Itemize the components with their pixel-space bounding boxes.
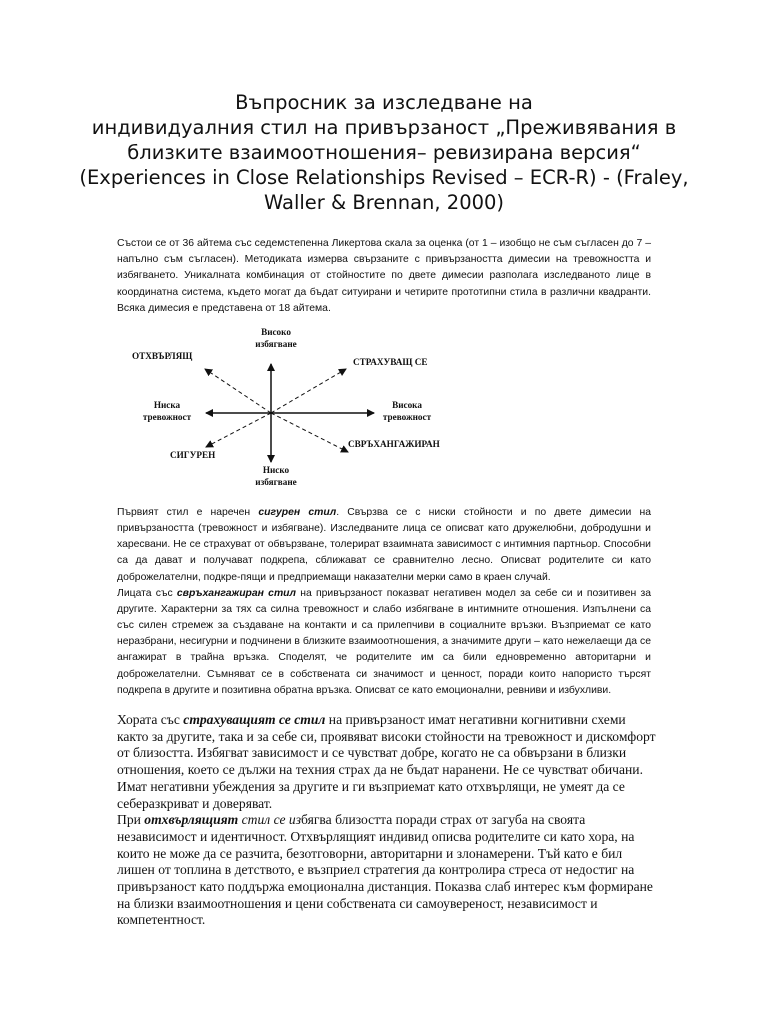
title-line-2: индивидуалния стил на привързаност „Преживявания в xyxy=(91,116,677,139)
title-line-3: близките взаимоотношения– ревизирана версия“ xyxy=(127,141,641,164)
label-dismissing: ОТХВЪРЛЯЩ xyxy=(132,351,193,361)
label-low-avoidance-1: Ниско xyxy=(262,465,290,475)
attachment-styles-diagram xyxy=(120,326,460,498)
page-title xyxy=(40,90,728,215)
fearful-style-paragraph: Хората със страхуващият се стил на привързаност имат негативни когнитивни схеми както за другите, така и за себе си, проявяват високи стойности на тревожност и дискомфорт от близостта. Избягват зависимост и се чувстват добре, когато не са обвързани в близки отношения, което се дължи на техния страх да не бъдат наранени. Не се чувстват обичани. Имат негативни убеждения за другите и ги възприемат като отхвърлящи, не умеят да се себеразкриват и доверяват. xyxy=(117,712,656,811)
label-secure: СИГУРЕН xyxy=(170,450,216,460)
secure-style-term: сигурен стил xyxy=(258,507,337,518)
label-high-anxiety-2: тревожност xyxy=(382,412,432,422)
label-preoccupied: СВРЪХАНГАЖИРАН xyxy=(348,439,440,449)
dismissing-style-paragraph: При отхвърлящият стил се избягва близостта поради страх от загуба на своята независимост и идентичност. Отхвърлящият индивид описва родителите си като хора, на които не може да се разчита, безотговорни, авторитарни и злонамерени. Тъй като е бил лишен от топлина в детството, е възприел стратегия да контролира стреса от недостиг на привързаност като поддържа емоционална дистанция. Показва слаб интерес към формиране на близки взаимоотношения и цени собствената си самоувереност, независимост и компетентност. xyxy=(117,812,653,928)
title-line-5: Waller & Brennan, 2000) xyxy=(263,191,505,214)
dismissing-style-term: отхвърлящият xyxy=(144,812,239,828)
fearful-style-term: страхуващият се стил xyxy=(183,712,326,727)
label-high-avoidance-2: избягване xyxy=(255,339,297,349)
label-low-anxiety-1: Ниска xyxy=(153,400,181,410)
diagonal-bottom-left xyxy=(206,413,271,447)
label-high-anxiety-1: Висока xyxy=(392,400,422,410)
title-line-4: (Experiences in Close Relationships Revised – ECR-R) - (Fraley, xyxy=(79,166,689,189)
styles-description-block-2 xyxy=(117,712,657,929)
styles-description-block xyxy=(117,505,651,699)
secure-style-paragraph: Първият стил е наречен сигурен стил. Свързва се с ниски стойности и по двете димесии на привързаността (тревожност и избягване). Изследваните лица се описват като дружелюбни, добродушни и харесвани. Не се страхуват от обвързване, толерират взаимната зависимост с интимния партньор. Способни са да дават и получават подкрепа, сближават се сравнително лесно. Описват родителите си като доброжелателни, подкре-пящи и предприемащи наказателни мерки само в краен случай. xyxy=(117,507,651,583)
label-fearful: СТРАХУВАЩ СЕ xyxy=(353,357,428,367)
diagonal-top-left xyxy=(205,369,271,413)
title-line-1: Въпросник за изследване на xyxy=(235,91,533,114)
intro-paragraph: Състои се от 36 айтема със седемстепенна Ликертова скала за оценка (от 1 – изобщо не съм съгласен до 7 – напълно съм съгласен). Методиката измерва свързаните с привързаността димесии на тревожността и избягването. Уникалната комбинация от стойностите по двете димесии разполага изследваното лице в координатна система, където могат да бъдат ситуирани и четирите прототипни стила в различни квадранти. Всяка димесия е представена от 18 айтема. xyxy=(117,238,651,314)
label-low-anxiety-2: тревожност xyxy=(142,412,192,422)
diagonal-bottom-right xyxy=(271,413,348,452)
diagonal-top-right xyxy=(271,369,346,413)
preoccupied-style-term: свръхангажиран стил xyxy=(176,587,296,599)
label-low-avoidance-2: избягване xyxy=(255,477,297,487)
preoccupied-style-paragraph: Лицата със свръхангажиран стил на привързаност показват негативен модел за себе си и позитивен за другите. Характерни за тях са силна тревожност и слабо избягване в интимните отношения. Изпълнени са със силен стремеж за създаване на контакти и са прилепчиви в социалните връзки. Възприемат се като неразбрани, несигурни и подчинени в близките взаимоотношения, а значимите други – като нежелаещи да се ангажират в трайна връзка. Споделят, че родителите им са били едновременно авторитарни и доброжелателни. Съмняват се в собствената си значимост и ценност, поради които напористо търсят подкрепа в другите и позитивна обратна връзка. Описват се като емоционални, ревниви и избухливи. xyxy=(117,587,651,696)
label-high-avoidance-1: Високо xyxy=(261,327,291,337)
